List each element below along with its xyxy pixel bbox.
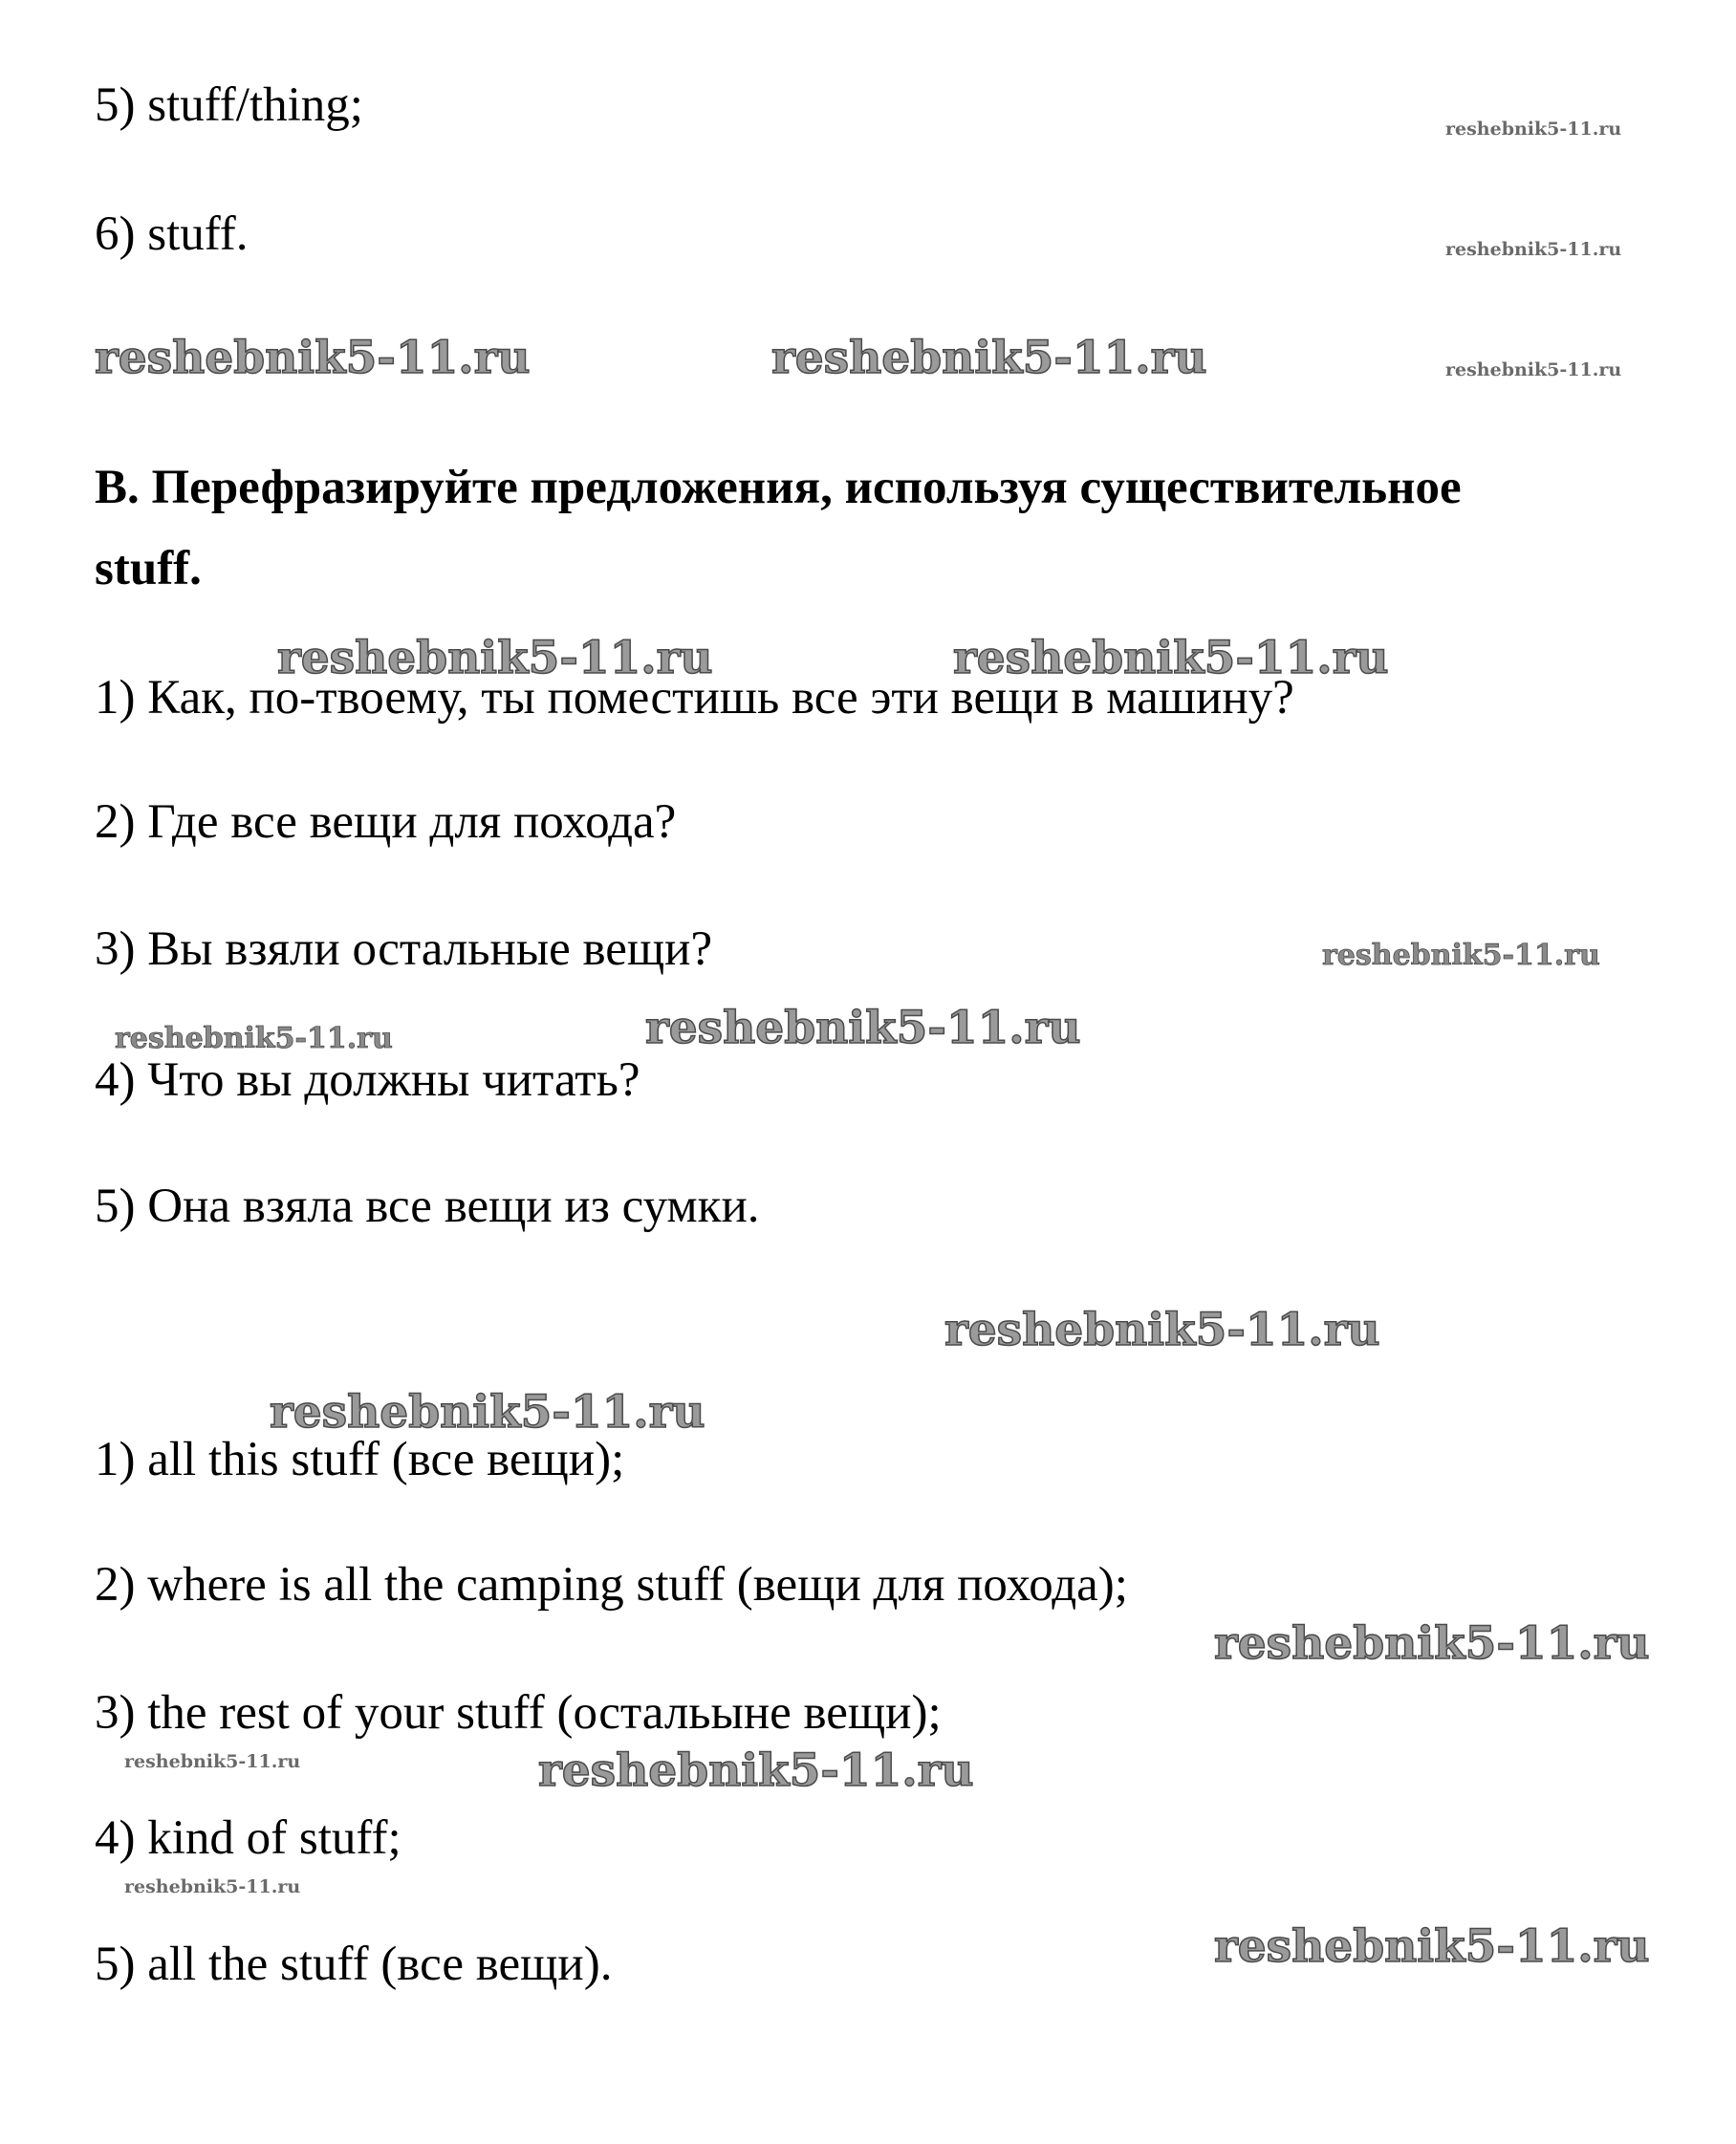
watermark: reshebnik5-11.ru [95,332,531,384]
watermark: reshebnik5-11.ru [1445,119,1622,140]
watermark: reshebnik5-11.ru [944,1304,1380,1356]
watermark: reshebnik5-11.ru [124,1751,301,1772]
section-heading-continued: stuff. [95,542,202,596]
task-sentence: 3) Вы взяли остальные вещи? [95,922,713,976]
section-heading: B. Перефразируйте предложения, используя существительное [95,461,1462,514]
watermark: reshebnik5-11.ru [1445,239,1622,260]
answer-line: 1) all this stuff (все вещи); [95,1433,625,1486]
watermark: reshebnik5-11.ru [645,1002,1081,1054]
answer-line: 5) stuff/thing; [95,78,363,132]
watermark: reshebnik5-11.ru [1322,939,1600,972]
task-sentence: 4) Что вы должны читать? [95,1053,640,1107]
task-sentence: 2) Где все вещи для похода? [95,795,677,849]
watermark: reshebnik5-11.ru [124,1876,301,1897]
answer-line: 6) stuff. [95,207,249,261]
task-sentence: 1) Как, по-твоему, ты поместишь все эти вещи в машину? [95,671,1294,725]
watermark: reshebnik5-11.ru [1214,1617,1650,1670]
answer-line: 4) kind of stuff; [95,1811,401,1865]
watermark: reshebnik5-11.ru [771,332,1207,384]
watermark: reshebnik5-11.ru [270,1386,705,1439]
watermark: reshebnik5-11.ru [1214,1920,1650,1973]
watermark: reshebnik5-11.ru [953,632,1389,684]
watermark: reshebnik5-11.ru [1445,359,1622,380]
answer-line: 2) where is all the camping stuff (вещи для похода); [95,1558,1128,1612]
watermark: reshebnik5-11.ru [538,1744,974,1797]
answer-line: 5) all the stuff (все вещи). [95,1938,613,1991]
task-sentence: 5) Она взяла все вещи из сумки. [95,1180,760,1233]
answer-line: 3) the rest of your stuff (остальыне вещи); [95,1686,942,1740]
watermark: reshebnik5-11.ru [277,632,713,684]
watermark: reshebnik5-11.ru [115,1022,393,1055]
